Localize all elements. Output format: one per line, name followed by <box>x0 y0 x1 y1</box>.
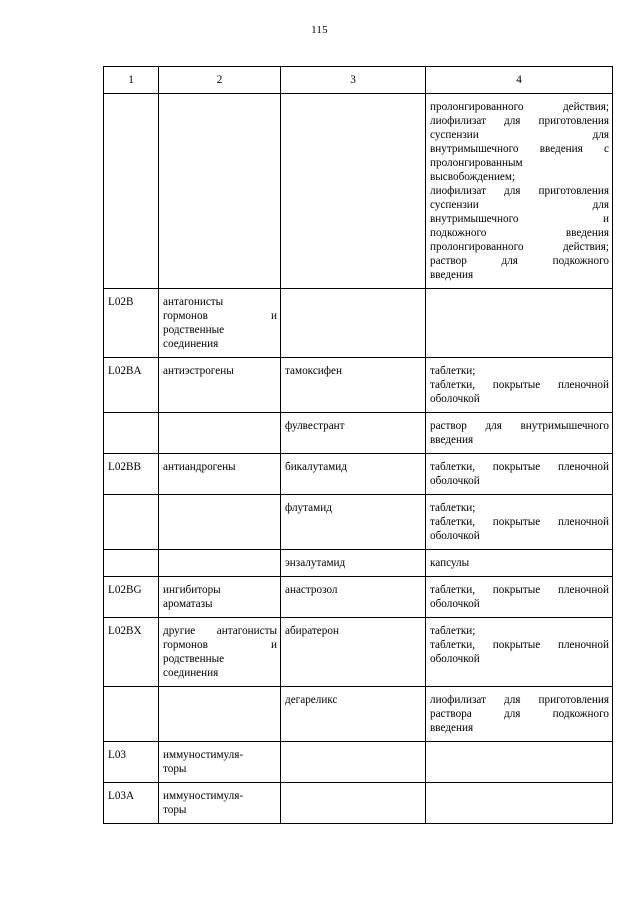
dosage-form-cell <box>426 742 613 783</box>
drug-name: фулвестрант <box>285 420 345 432</box>
page-number: 115 <box>311 24 328 36</box>
table-row <box>104 94 613 289</box>
table-row <box>104 495 613 550</box>
atc-code-cell <box>104 495 159 550</box>
atc-code-cell <box>104 550 159 577</box>
drug-name-cell <box>281 577 426 618</box>
group-name-cell <box>159 783 281 824</box>
drug-name-cell <box>281 413 426 454</box>
dosage-form-line: таблетки, покрытые пленочной <box>430 516 609 528</box>
dosage-form-line: таблетки, покрытые пленочной <box>430 584 609 596</box>
dosage-form-line: суспензии для <box>430 129 609 141</box>
atc-code-cell <box>104 289 159 358</box>
table-header-row <box>104 67 613 94</box>
atc-code: L02BX <box>108 625 142 637</box>
table-row <box>104 413 613 454</box>
group-name-cell <box>159 454 281 495</box>
group-name-line: антагонисты <box>163 296 224 308</box>
atc-code-cell <box>104 618 159 687</box>
atc-code: L03A <box>108 790 135 802</box>
group-name-line: гормонов и <box>163 310 277 322</box>
dosage-form-line: таблетки; <box>430 365 476 377</box>
dosage-form-line: пролонгированным <box>430 157 523 169</box>
atc-code-cell <box>104 577 159 618</box>
header-cell-1: 1 <box>104 67 159 94</box>
table-row <box>104 783 613 824</box>
dosage-form-line: раствор для подкожного <box>430 255 609 267</box>
group-name-cell <box>159 495 281 550</box>
drug-name-cell <box>281 495 426 550</box>
dosage-form-cell <box>426 94 613 289</box>
atc-code-cell <box>104 413 159 454</box>
group-name-line: соединения <box>163 338 219 350</box>
dosage-form-line: оболочкой <box>430 598 480 610</box>
atc-code: L02BA <box>108 365 142 377</box>
dosage-form-line: высвобождением; <box>430 171 516 183</box>
atc-code-cell <box>104 783 159 824</box>
dosage-form-line: раствор для внутримышечного <box>430 420 609 432</box>
group-name-line: ароматазы <box>163 598 213 610</box>
atc-code-cell <box>104 358 159 413</box>
dosage-form-line: таблетки, покрытые пленочной <box>430 379 609 391</box>
dosage-form-line: лиофилизат для приготовления <box>430 694 609 706</box>
group-name-cell <box>159 618 281 687</box>
dosage-form-line: лиофилизат для приготовления <box>430 185 609 197</box>
dosage-form-cell <box>426 783 613 824</box>
group-name-cell <box>159 94 281 289</box>
drug-name: дегареликс <box>285 694 338 706</box>
dosage-form-cell <box>426 618 613 687</box>
dosage-form-line: таблетки, покрытые пленочной <box>430 639 609 651</box>
dosage-form-cell <box>426 687 613 742</box>
group-name-cell <box>159 358 281 413</box>
group-name-cell <box>159 687 281 742</box>
header-cell-4: 4 <box>426 67 613 94</box>
drug-name: бикалутамид <box>285 461 347 473</box>
drug-name-cell <box>281 618 426 687</box>
group-name-cell <box>159 577 281 618</box>
atc-code: L02BB <box>108 461 141 473</box>
dosage-form-cell <box>426 577 613 618</box>
dosage-form-line: таблетки; <box>430 625 476 637</box>
table-row <box>104 454 613 495</box>
atc-code-cell <box>104 94 159 289</box>
dosage-form-line: введения <box>430 722 474 734</box>
header-cell-2: 2 <box>159 67 281 94</box>
group-name-line: иммуностимуля- <box>163 749 244 761</box>
table-row <box>104 550 613 577</box>
drug-name-cell <box>281 742 426 783</box>
drug-name-cell <box>281 94 426 289</box>
table-row <box>104 577 613 618</box>
atc-code: L03 <box>108 749 127 761</box>
group-name-cell <box>159 742 281 783</box>
table-row <box>104 358 613 413</box>
dosage-form-cell <box>426 413 613 454</box>
dosage-form-line: внутримышечного и <box>430 213 609 225</box>
group-name-line: антиэстрогены <box>163 365 234 377</box>
dosage-form-line: подкожного введения <box>430 227 609 239</box>
table-body <box>104 94 613 824</box>
group-name-line: торы <box>163 804 187 816</box>
drug-name-cell <box>281 358 426 413</box>
drug-name: анастрозол <box>285 584 338 596</box>
drug-name-cell <box>281 454 426 495</box>
atc-code-cell <box>104 454 159 495</box>
dosage-form-line: внутримышечного введения с <box>430 143 609 155</box>
group-name-line: иммуностимуля- <box>163 790 244 802</box>
drug-name: абиратерон <box>285 625 339 637</box>
dosage-form-line: лиофилизат для приготовления <box>430 115 609 127</box>
dosage-form-line: суспензии для <box>430 199 609 211</box>
drug-name-cell <box>281 783 426 824</box>
dosage-form-line: оболочкой <box>430 475 480 487</box>
dosage-form-cell <box>426 495 613 550</box>
drug-name: флутамид <box>285 502 332 514</box>
atc-code: L02BG <box>108 584 142 596</box>
table-row <box>104 618 613 687</box>
dosage-form-line: таблетки; <box>430 502 476 514</box>
dosage-form-line: введения <box>430 434 474 446</box>
group-name-line: торы <box>163 763 187 775</box>
group-name-cell <box>159 289 281 358</box>
group-name-line: гормонов и <box>163 639 277 651</box>
group-name-line: родственные <box>163 324 225 336</box>
dosage-form-cell <box>426 358 613 413</box>
dosage-form-line: раствора для подкожного <box>430 708 609 720</box>
dosage-form-line: капсулы <box>430 557 470 569</box>
group-name-line: антиандрогены <box>163 461 236 473</box>
dosage-form-line: таблетки, покрытые пленочной <box>430 461 609 473</box>
group-name-line: другие антагонисты <box>163 625 277 637</box>
atc-code-cell <box>104 742 159 783</box>
group-name-cell <box>159 413 281 454</box>
table-row <box>104 289 613 358</box>
drug-table <box>103 66 613 824</box>
dosage-form-line: оболочкой <box>430 653 480 665</box>
dosage-form-line: пролонгированного действия; <box>430 101 609 113</box>
drug-name: энзалутамид <box>285 557 346 569</box>
drug-name-cell <box>281 550 426 577</box>
table-row <box>104 687 613 742</box>
atc-code-cell <box>104 687 159 742</box>
dosage-form-line: оболочкой <box>430 530 480 542</box>
table-row <box>104 742 613 783</box>
header-cell-3: 3 <box>281 67 426 94</box>
atc-code: L02B <box>108 296 134 308</box>
dosage-form-line: пролонгированного действия; <box>430 241 609 253</box>
group-name-cell <box>159 550 281 577</box>
dosage-form-line: введения <box>430 269 474 281</box>
group-name-line: ингибиторы <box>163 584 221 596</box>
dosage-form-line: оболочкой <box>430 393 480 405</box>
group-name-line: родственные <box>163 653 225 665</box>
group-name-line: соединения <box>163 667 219 679</box>
dosage-form-cell <box>426 289 613 358</box>
drug-name-cell <box>281 289 426 358</box>
dosage-form-cell <box>426 550 613 577</box>
drug-name-cell <box>281 687 426 742</box>
dosage-form-cell <box>426 454 613 495</box>
drug-name: тамоксифен <box>285 365 342 377</box>
